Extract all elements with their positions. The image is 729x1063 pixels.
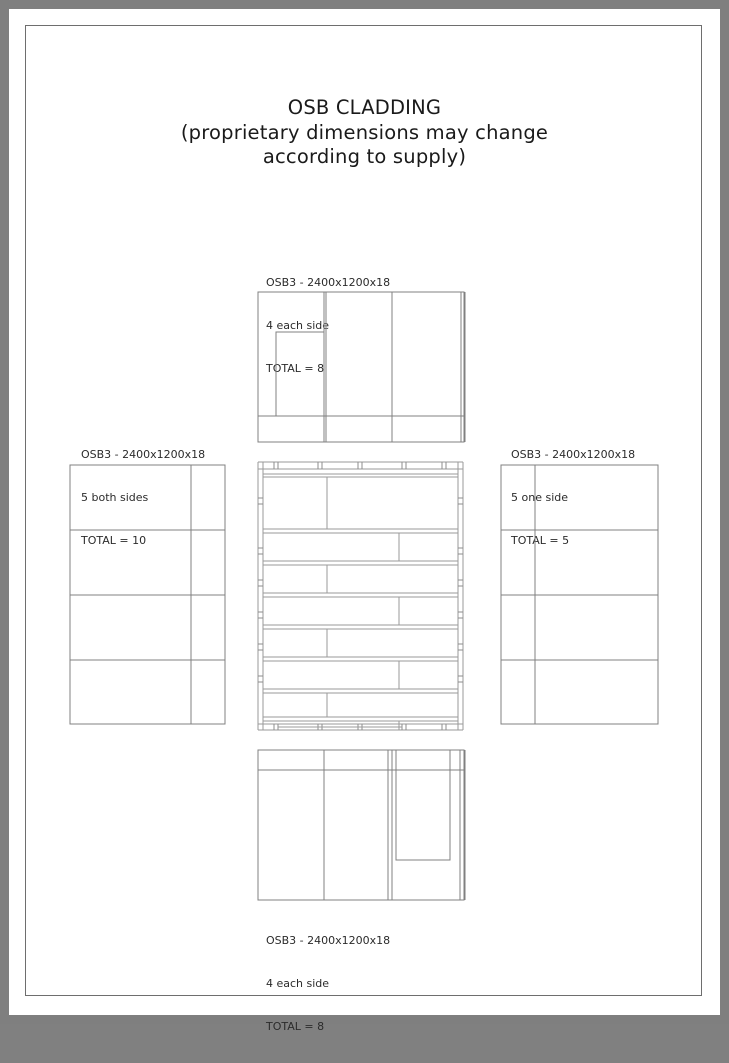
top-elevation-view (256, 290, 470, 445)
note-bottom-elevation (266, 905, 390, 1063)
note-top-total: TOTAL = 8 (266, 362, 325, 376)
note-right-quantity: 5 one side (511, 491, 568, 505)
right-elevation-view (500, 464, 660, 726)
note-right-spec: OSB3 - 2400x1200x18 (511, 447, 636, 461)
note-bottom-spec: OSB3 - 2400x1200x18 (266, 933, 391, 947)
title-line-1: OSB CLADDING (287, 96, 442, 119)
plan-head-fixings (274, 462, 446, 469)
center-plan-view (254, 458, 469, 734)
left-elevation-view (69, 464, 227, 726)
note-top-spec: OSB3 - 2400x1200x18 (266, 275, 391, 289)
top-elevation-door (276, 332, 324, 416)
plan-course-rails (263, 474, 458, 721)
note-left-spec: OSB3 - 2400x1200x18 (81, 447, 206, 461)
note-top-quantity: 4 each side (266, 319, 330, 333)
bottom-elevation-view (256, 748, 470, 903)
title-line-2: (proprietary dimensions may change (180, 120, 549, 144)
note-right-total: TOTAL = 5 (511, 534, 570, 548)
note-left-quantity: 5 both sides (81, 491, 149, 505)
top-elevation-outline (258, 292, 464, 442)
note-bottom-quantity: 4 each side (266, 977, 330, 991)
drawing-title-block (0, 96, 729, 170)
bottom-elevation-door (396, 750, 450, 860)
note-bottom-total: TOTAL = 8 (266, 1020, 325, 1034)
note-left-total: TOTAL = 10 (81, 534, 147, 548)
plan-side-fixings (258, 498, 463, 682)
title-line-3: according to supply) (262, 145, 467, 168)
plan-vertical-joints (327, 477, 399, 730)
bottom-elevation-outline (258, 750, 464, 900)
